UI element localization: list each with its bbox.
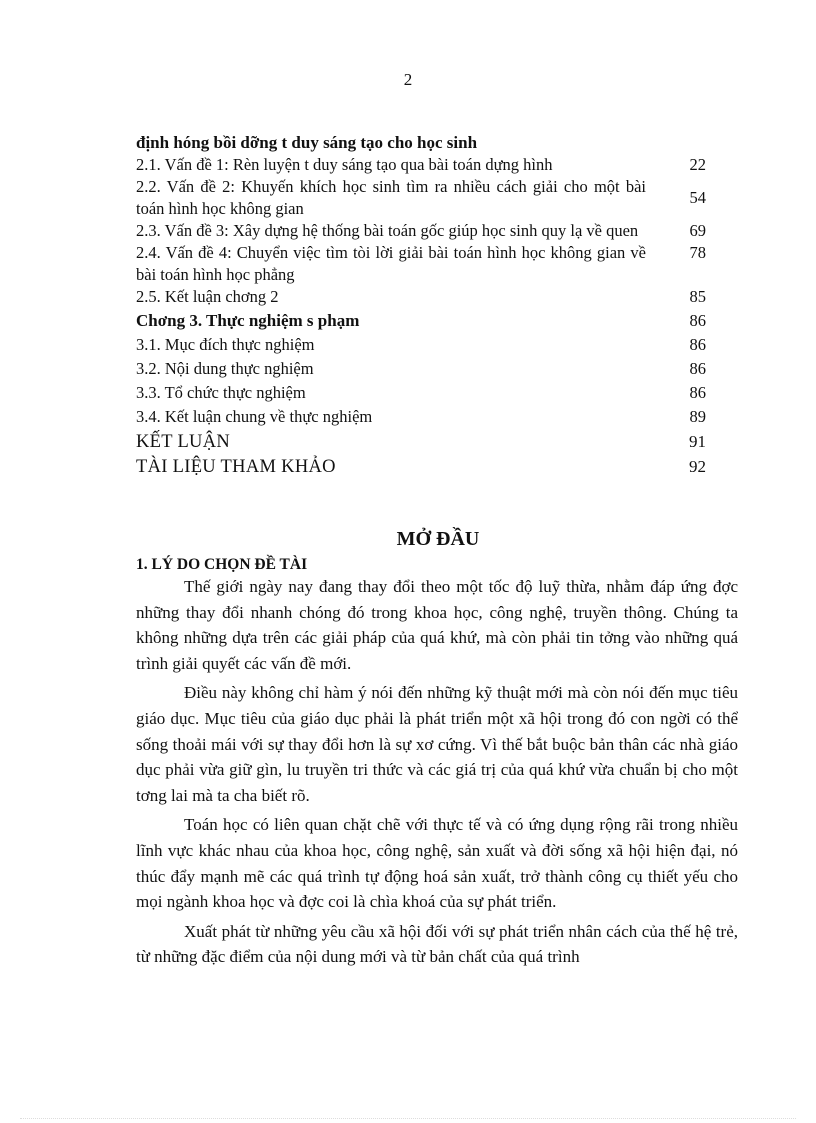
paragraph: Thế giới ngày nay đang thay đổi theo một tốc độ luỹ thừa, nhằm đáp ứng đợc những thay đổi nhanh chóng đó trong khoa học, công nghệ, truyền thông. Chúng ta không những dựa trên các giải pháp của quá khứ, mà còn phải tin tởng vào những quá trình giải quyết các vấn đề mới. (136, 577, 738, 673)
body-text (136, 574, 738, 970)
toc-entry-page: 92 (689, 457, 706, 476)
page-number: 2 (403, 70, 413, 89)
toc-entry (136, 382, 706, 404)
toc-entry-title: TÀI LIỆU THAM KHẢO (136, 457, 336, 477)
paragraph: Điều này không chỉ hàm ý nói đến những kỹ thuật mới mà còn nói đến mục tiêu giáo dục. Mục tiêu của giáo dục phải là phát triển một xã hội trong đó con ngời có thể sống thoải mái với sự thay đổi hơn là sự xơ cứng. Vì thế bắt buộc bản thân các nhà giáo dục phải vừa giữ gìn, lu truyền tri thức và các giá trị của quá khứ vừa chuẩn bị cho một tơng lai mà ta cha biết rõ. (136, 683, 738, 805)
toc-heading: định hóng bồi dỡng t duy sáng tạo cho học sinh (136, 133, 478, 152)
toc-entry-title: 2.2. Vấn đề 2: Khuyến khích học sinh tìm ra nhiều cách giải cho một bài toán hình học không gian (136, 177, 646, 218)
toc-entry-title: KẾT LUẬN (136, 432, 231, 452)
table-of-contents (136, 132, 706, 478)
page-bottom-border (20, 1117, 796, 1119)
toc-entry-page: 78 (689, 243, 706, 262)
toc-entry (136, 176, 706, 220)
toc-entry-page: 85 (689, 287, 706, 306)
toc-entry-page: 91 (689, 432, 706, 451)
toc-entry-title: 2.5. Kết luận chơng 2 (136, 287, 279, 306)
toc-entry (136, 154, 706, 176)
toc-entry (136, 431, 706, 453)
toc-entry (136, 456, 706, 478)
toc-entry (136, 242, 706, 286)
section-title: MỞ ĐẦU (396, 528, 480, 550)
toc-entry-title: 3.1. Mục đích thực nghiệm (136, 335, 315, 354)
toc-entry-page: 86 (689, 359, 706, 378)
toc-entry-page: 54 (689, 188, 706, 207)
toc-entry (136, 220, 706, 242)
toc-entry (136, 406, 706, 428)
paragraph: Xuất phát từ những yêu cầu xã hội đối với sự phát triển nhân cách của thế hệ trẻ, từ những đặc điểm của nội dung mới và từ bản chất của quá trình (136, 921, 738, 967)
toc-entry-page: 86 (689, 383, 706, 402)
toc-entry (136, 358, 706, 380)
toc-entry (136, 334, 706, 356)
toc-entry-title: 2.3. Vấn đề 3: Xây dựng hệ thống bài toán gốc giúp học sinh quy lạ về quen (136, 221, 639, 240)
toc-entry-page: 22 (689, 155, 706, 174)
toc-entry-title: Chơng 3. Thực nghiệm s phạm (136, 311, 360, 330)
toc-entry-chapter (136, 310, 706, 332)
toc-entry-title: 2.1. Vấn đề 1: Rèn luyện t duy sáng tạo qua bài toán dựng hình (136, 155, 553, 174)
toc-entry-page: 86 (689, 311, 706, 330)
paragraph: Toán học có liên quan chặt chẽ với thực tế và có ứng dụng rộng rãi trong nhiều lĩnh vực khác nhau của khoa học, công nghệ, sản xuất và đời sống xã hội hiện đại, nó thúc đẩy mạnh mẽ các quá trình tự động hoá sản xuất, trở thành công cụ thiết yếu cho mọi ngành khoa học và đợc coi là chìa khoá của sự phát triển. (136, 815, 738, 912)
toc-entry-page: 86 (689, 335, 706, 354)
section-heading: 1. LÝ DO CHỌN ĐỀ TÀI (136, 556, 308, 573)
toc-entry-page: 89 (689, 407, 706, 426)
toc-entry (136, 286, 706, 308)
toc-entry-title: 3.4. Kết luận chung về thực nghiệm (136, 407, 373, 426)
toc-entry-page: 69 (689, 221, 706, 240)
toc-entry-title: 3.3. Tổ chức thực nghiệm (136, 383, 306, 402)
toc-entry-title: 2.4. Vấn đề 4: Chuyển việc tìm tòi lời giải bài toán hình học không gian về bài toán hình học phẳng (136, 243, 646, 284)
toc-entry-title: 3.2. Nội dung thực nghiệm (136, 359, 314, 378)
